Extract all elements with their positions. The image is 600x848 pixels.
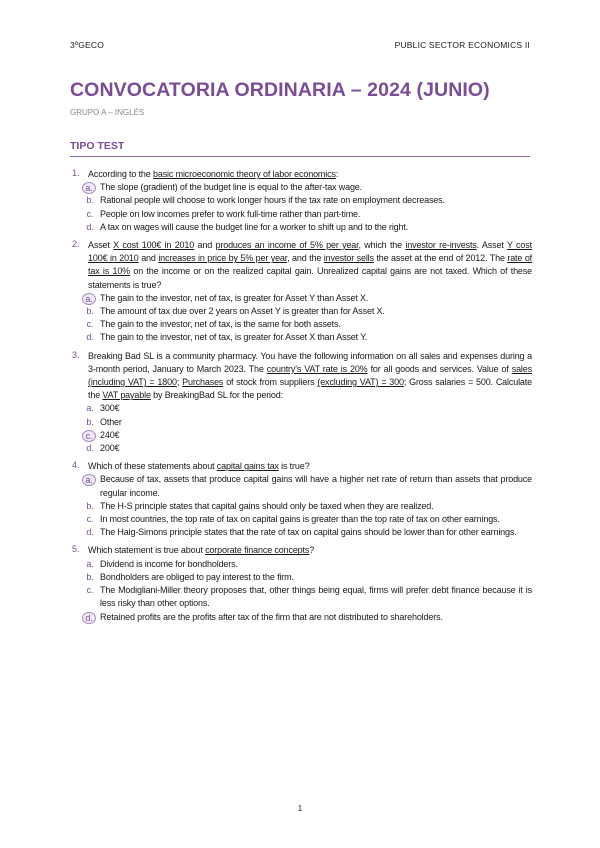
option-letter: d. xyxy=(86,332,94,343)
text-segment: The H-S principle states that capital gains should only be taxed when they are realized. xyxy=(100,500,434,511)
answer-option[interactable] xyxy=(80,416,532,429)
underlined-text: sales (including VAT) = 1800 xyxy=(88,363,532,388)
text-segment: Bondholders are obliged to pay interest to the firm. xyxy=(100,571,294,582)
underlined-text: investor sells xyxy=(323,253,374,264)
option-letter: c. xyxy=(86,514,94,525)
text-segment: Retained profits are the profits after tax of the firm that are not distributed to shareholders. xyxy=(100,611,443,622)
text-segment: and xyxy=(138,253,159,264)
text-segment: Which statement is true about xyxy=(88,545,206,556)
selected-option-letter: c. xyxy=(82,430,96,442)
question-list xyxy=(70,168,532,629)
option-letter: b. xyxy=(86,416,94,427)
text-segment: Dividend is income for bondholders. xyxy=(100,558,238,569)
option-letter: c. xyxy=(86,319,94,330)
answer-options xyxy=(80,473,532,539)
selected-option-letter: a. xyxy=(82,182,96,194)
text-segment: ; Gross salaries = 500. Calculate the xyxy=(88,377,532,401)
question-number: 3. xyxy=(72,349,80,360)
answer-options xyxy=(80,292,532,345)
question-number: 1. xyxy=(72,168,80,178)
answer-options xyxy=(80,402,532,455)
answer-option[interactable] xyxy=(80,292,532,305)
text-segment: 240€ xyxy=(100,429,120,440)
underlined-text: capital gains tax xyxy=(216,461,279,472)
answer-option[interactable] xyxy=(80,513,532,526)
text-segment: A tax on wages will cause the budget line for a worker to shift up and to the right. xyxy=(100,221,409,232)
text-segment: 200€ xyxy=(100,443,120,454)
selected-option-letter: a. xyxy=(82,293,96,305)
exam-group: GRUPO A – INGLÉS xyxy=(70,108,145,117)
text-segment: the asset at the end of 2012. The xyxy=(373,253,508,264)
answer-option[interactable] xyxy=(80,611,532,624)
text-segment: Because of tax, assets that produce capital gains will have a higher net rate of return than assets that produce regular income. xyxy=(100,474,532,498)
text-segment: Which of these statements about xyxy=(88,461,217,472)
answer-option[interactable] xyxy=(80,402,532,415)
underlined-text: produces an income of 5% per year xyxy=(215,240,359,251)
text-segment: is true? xyxy=(278,461,310,472)
answer-option[interactable] xyxy=(80,181,532,194)
underlined-text: increases in price by 5% per year xyxy=(158,253,288,264)
answer-option[interactable] xyxy=(80,305,532,318)
section-divider xyxy=(70,156,530,157)
text-segment: People on low incomes prefer to work full-time rather than part-time. xyxy=(100,208,361,219)
text-segment: of stock from suppliers xyxy=(223,377,318,388)
answer-option[interactable] xyxy=(80,318,532,331)
question-4 xyxy=(70,460,532,539)
answer-option[interactable] xyxy=(80,500,532,513)
option-letter: b. xyxy=(86,571,94,582)
text-segment: The amount of tax due over 2 years on Asset Y is greater than for Asset X. xyxy=(100,306,385,317)
underlined-text: Y cost 100€ in 2010 xyxy=(88,240,532,264)
text-segment: The gain to the investor, net of tax, is the same for both assets. xyxy=(100,319,341,330)
selected-option-letter: d. xyxy=(82,612,96,624)
answer-options xyxy=(80,558,532,624)
question-number: 4. xyxy=(72,460,80,471)
text-segment: : xyxy=(335,169,339,179)
answer-option[interactable] xyxy=(80,584,532,610)
question-3 xyxy=(70,350,532,456)
answer-option[interactable] xyxy=(80,194,532,207)
answer-option[interactable] xyxy=(80,429,532,442)
section-heading: TIPO TEST xyxy=(70,140,125,152)
exam-title: CONVOCATORIA ORDINARIA – 2024 (JUNIO) xyxy=(70,79,490,101)
selected-option-letter: a. xyxy=(82,474,96,486)
option-letter: a. xyxy=(86,403,94,414)
underlined-text: Purchases xyxy=(182,377,224,388)
option-letter: b. xyxy=(86,195,94,206)
text-segment: by BreakingBad SL for the period: xyxy=(150,390,283,401)
answer-option[interactable] xyxy=(80,208,532,221)
text-segment: Rational people will choose to work longer hours if the tax rate on employment decreases. xyxy=(100,195,445,206)
question-5 xyxy=(70,544,532,623)
header-subject: PUBLIC SECTOR ECONOMICS II xyxy=(394,40,530,50)
text-segment: and xyxy=(194,240,216,251)
text-segment: In most countries, the top rate of tax on capital gains is greater than the top rate of tax on other earnings. xyxy=(100,514,500,525)
underlined-text: rate of tax is 10% xyxy=(88,253,533,277)
underlined-text: (excluding VAT) = 300 xyxy=(317,377,404,388)
answer-option[interactable] xyxy=(80,331,532,344)
header-course: 3ºGECO xyxy=(70,40,105,50)
option-letter: c. xyxy=(86,208,94,219)
question-text xyxy=(88,460,532,473)
underlined-text: X cost 100€ in 2010 xyxy=(113,240,195,251)
text-segment: 300€ xyxy=(100,403,120,414)
text-segment: ? xyxy=(309,545,315,556)
answer-option[interactable] xyxy=(80,571,532,584)
answer-option[interactable] xyxy=(80,558,532,571)
text-segment: on the income or on the realized capital gain. Unrealized capital gains are not taxed. Which of these statements is true? xyxy=(88,266,532,290)
text-segment: The gain to the investor, net of tax, is greater for Asset Y than Asset X. xyxy=(100,292,369,303)
answer-option[interactable] xyxy=(80,221,532,234)
option-letter: d. xyxy=(86,443,94,454)
question-number: 5. xyxy=(72,544,80,555)
underlined-text: corporate finance concepts xyxy=(205,545,310,556)
underlined-text: VAT payable xyxy=(102,390,151,401)
question-text xyxy=(88,239,532,292)
text-segment: The gain to the investor, net of tax, is greater for Asset X than Asset Y. xyxy=(100,332,368,343)
question-2 xyxy=(70,239,532,345)
text-segment: The Haig-Simons principle states that the rate of tax on capital gains should be lower than for other earnings. xyxy=(100,527,517,538)
text-segment: Asset xyxy=(88,240,114,251)
text-segment: . Asset xyxy=(476,240,507,251)
text-segment: The slope (gradient) of the budget line is equal to the after-tax wage. xyxy=(100,182,363,193)
option-letter: d. xyxy=(86,527,94,538)
option-letter: d. xyxy=(86,221,94,232)
question-1 xyxy=(70,168,532,234)
answer-option[interactable] xyxy=(80,473,532,499)
text-segment: ; xyxy=(176,377,183,388)
question-number: 2. xyxy=(72,239,80,250)
option-letter: b. xyxy=(86,306,94,317)
answer-option[interactable] xyxy=(80,442,532,455)
text-segment: According to the xyxy=(88,169,153,179)
question-text xyxy=(88,544,532,557)
text-segment: , and the xyxy=(287,253,324,264)
option-letter: a. xyxy=(86,558,94,569)
underlined-text: basic microeconomic theory of labor economics xyxy=(153,169,336,179)
answer-option[interactable] xyxy=(80,526,532,539)
question-text xyxy=(88,168,532,181)
page-number: 1 xyxy=(297,804,303,813)
option-letter: c. xyxy=(86,585,94,596)
option-letter: b. xyxy=(86,500,94,511)
underlined-text: country's VAT rate is 20% xyxy=(266,363,368,374)
text-segment: , which the xyxy=(358,240,406,251)
text-segment: Breaking Bad SL is a community pharmacy. You have the following information on all sales and expenses during a 3-month period, January to March 2023. The xyxy=(88,350,532,374)
text-segment: The Modigliani-Miller theory proposes that, other things being equal, firms will prefer debt finance because it is less risky than other options. xyxy=(100,585,532,609)
text-segment: for all goods and services. Value of xyxy=(367,363,512,374)
text-segment: Other xyxy=(100,416,122,427)
answer-options xyxy=(80,181,532,234)
underlined-text: investor re-invests xyxy=(405,240,477,251)
question-text xyxy=(88,350,532,403)
